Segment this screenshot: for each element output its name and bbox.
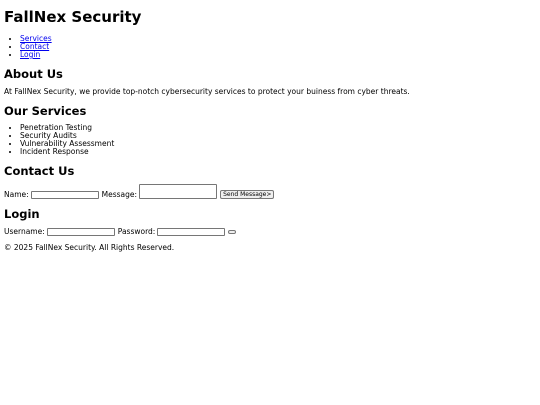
contact-section — [4, 164, 536, 199]
name-label: Name: — [4, 190, 29, 199]
about-heading: About Us — [4, 67, 63, 81]
nav-list — [4, 35, 536, 59]
login-section — [4, 207, 536, 236]
page — [4, 0, 536, 252]
contact-heading: Contact Us — [4, 164, 75, 178]
nav-item-login — [20, 51, 536, 59]
message-field[interactable] — [139, 184, 217, 199]
password-field[interactable] — [157, 228, 225, 236]
login-button[interactable] — [228, 230, 236, 234]
send-message-button[interactable]: Send Message> — [220, 190, 274, 199]
about-section — [4, 67, 536, 96]
username-label: Username: — [4, 227, 45, 236]
services-heading: Our Services — [4, 104, 87, 118]
nav-item-contact — [20, 43, 536, 51]
service-item: • Penetration Testing — [20, 124, 536, 132]
main-nav — [4, 35, 536, 59]
login-heading: Login — [4, 207, 40, 221]
service-item: • Security Audits — [20, 132, 536, 140]
name-field[interactable] — [31, 191, 99, 199]
contact-form — [4, 184, 536, 199]
footer — [4, 243, 536, 252]
login-form — [4, 227, 536, 236]
username-field[interactable] — [47, 228, 115, 236]
nav-link-login[interactable]: Login — [20, 50, 41, 59]
services-section — [4, 104, 536, 156]
message-label: Message: — [101, 190, 138, 199]
service-item: • Vulnerability Assessment — [20, 140, 536, 148]
service-item: • Incident Response — [20, 148, 536, 156]
about-text: At FallNex Security, we provide top-notch cybersecurity services to protect your buiness from cyber threats. — [4, 87, 410, 96]
copyright-text: © 2025 FallNex Security. All Rights Reserved. — [4, 243, 175, 252]
nav-link-contact[interactable]: Contact — [20, 42, 50, 51]
nav-item-services — [20, 35, 536, 43]
nav-link-services[interactable]: Services — [20, 34, 52, 43]
services-list — [4, 124, 536, 156]
site-title: FallNex Security — [4, 8, 142, 26]
password-label: Password: — [117, 227, 156, 236]
